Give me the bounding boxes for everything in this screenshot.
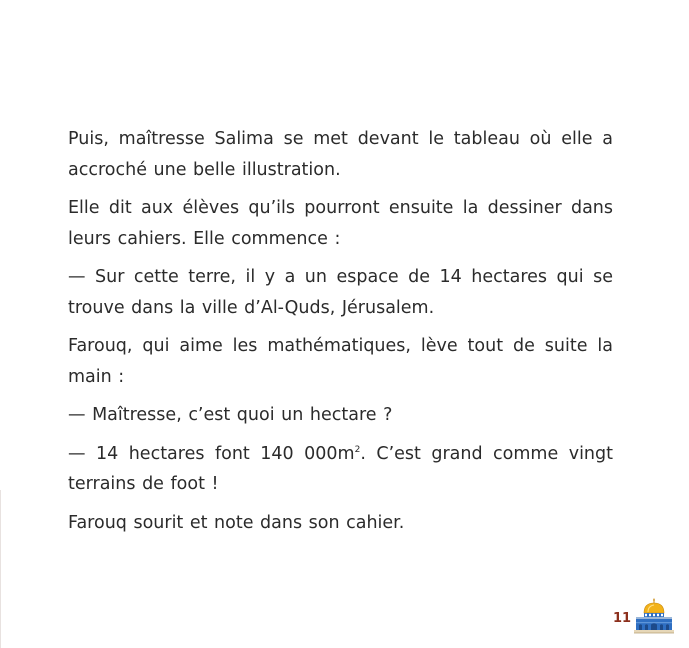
paragraph-6-end: . C’est grand comme vingt terrains de foot ! [68,443,613,494]
paragraph-7: Farouq sourit et note dans son cahier. [68,512,405,533]
story-text [68,124,613,546]
paragraph-2: Elle dit aux élèves qu’ils pourront ensuite la dessiner dans leurs cahiers. Elle commence : [68,198,613,249]
paragraph-6 [68,439,613,500]
paragraph-3: — Sur cette terre, il y a un espace de 14 hectares qui se trouve dans la ville d’Al-Quds, Jérusalem. [68,267,613,318]
paragraph-6-start: — 14 hectares font 140 000m [68,443,355,464]
dome-of-the-rock-icon [633,598,675,634]
paragraph-4: Farouq, qui aime les mathématiques, lève tout de suite la main : [68,336,613,387]
page-number: 11 [613,611,632,626]
area-exponent: 2 [354,444,361,455]
paragraph-5: — Maîtresse, c’est quoi un hectare ? [68,405,393,425]
paragraph-1: Puis, maîtresse Salima se met devant le tableau où elle a accroché une belle illustration. [68,129,613,180]
page-edge-divider [0,490,1,648]
